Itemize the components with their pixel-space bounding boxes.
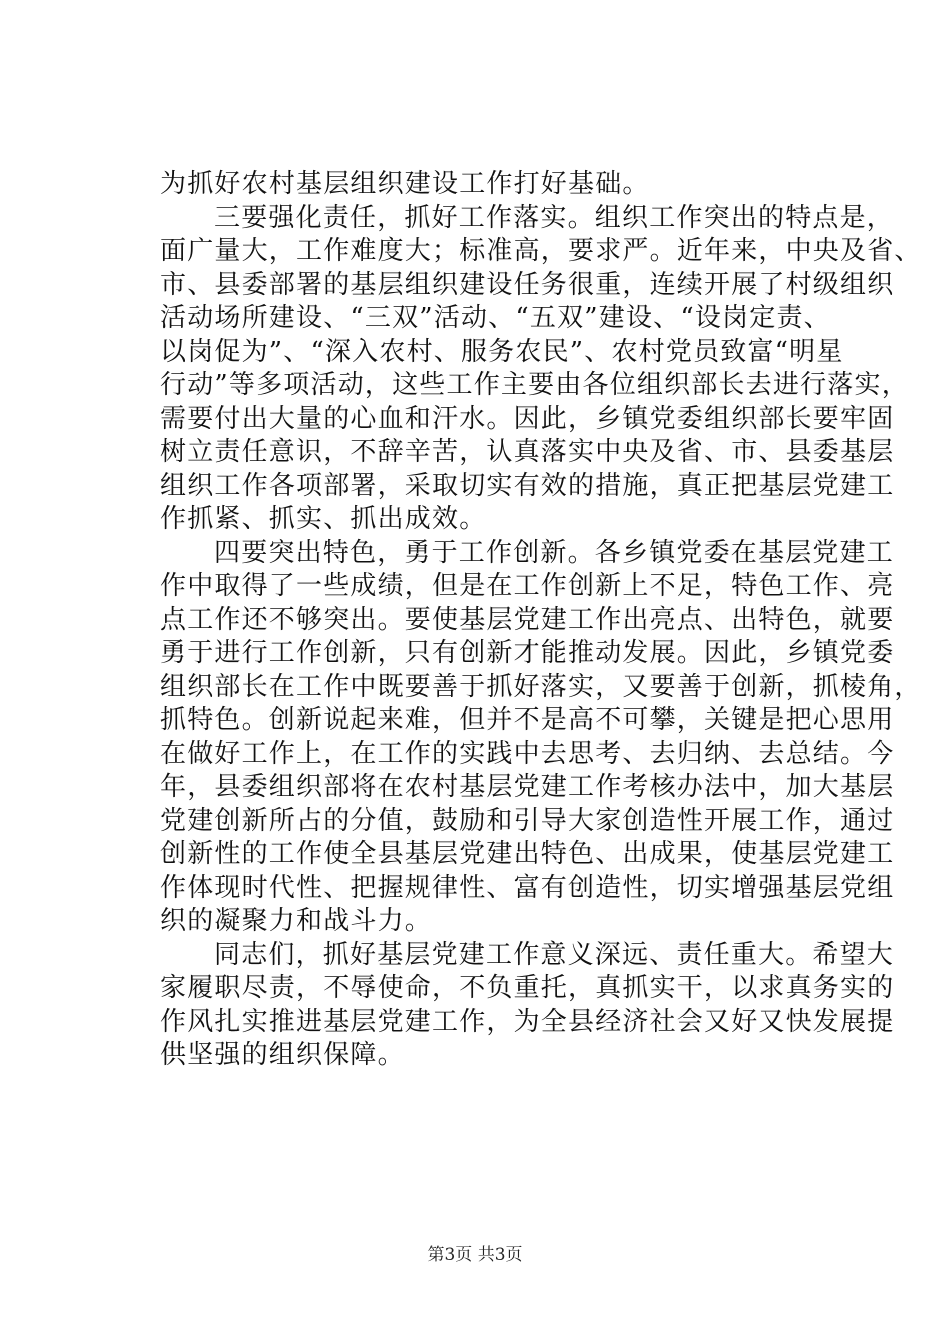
text-line: 在做好工作上，在工作的实践中去思考、去归纳、去总结。今 (160, 738, 895, 769)
text-line: 组织部长在工作中既要善于抓好落实，又要善于创新，抓棱角， (160, 671, 922, 702)
paragraph-responsibility (160, 202, 922, 537)
paragraph-innovation (160, 537, 922, 939)
text-line: 以岗促为”、“深入农村、服务农民”、农村党员致富“明星 (160, 336, 844, 367)
text-line: 家履职尽责，不辱使命，不负重托，真抓实干，以求真务实的 (160, 973, 895, 1003)
document-body (160, 168, 922, 1073)
text-line: 三要强化责任，抓好工作落实。组织工作突出的特点是， (214, 202, 895, 233)
text-line: 创新性的工作使全县基层党建出特色、出成果，使基层党建工 (160, 839, 895, 869)
text-line: 供坚强的组织保障。 (160, 1040, 405, 1070)
text-line: 作中取得了一些成绩，但是在工作创新上不足，特色工作、亮 (160, 571, 895, 601)
text-line: 树立责任意识，不辞辛苦，认真落实中央及省、市、县委基层 (160, 437, 895, 467)
text-line: 勇于进行工作创新，只有创新才能推动发展。因此，乡镇党委 (160, 638, 895, 668)
text-line: 需要付出大量的心血和汗水。因此，乡镇党委组织部长要牢固 (160, 403, 895, 434)
text-line: 织的凝聚力和战斗力。 (160, 906, 433, 936)
text-line: 面广量大，工作难度大；标准高，要求严。近年来，中央及省、 (160, 236, 922, 266)
text-line: 四要突出特色，勇于工作创新。各乡镇党委在基层党建工 (214, 537, 895, 568)
text-line: 点工作还不够突出。要使基层党建工作出亮点、出特色，就要 (160, 604, 895, 635)
text-line: 行动”等多项活动，这些工作主要由各位组织部长去进行落实， (160, 370, 909, 400)
text-line: 抓特色。创新说起来难，但并不是高不可攀，关键是把心思用 (160, 705, 895, 735)
text-line: 为抓好农村基层组织建设工作打好基础。 (160, 169, 650, 199)
paragraph-continuation (160, 168, 855, 202)
text-line: 党建创新所占的分值，鼓励和引导大家创造性开展工作，通过 (160, 805, 895, 836)
text-line: 同志们，抓好基层党建工作意义深远、责任重大。希望大 (214, 939, 895, 970)
page-number-footer: 第3页 共3页 (427, 1245, 523, 1265)
text-line: 作体现时代性、把握规律性、富有创造性，切实增强基层党组 (160, 872, 895, 903)
text-line: 组织工作各项部署，采取切实有效的措施，真正把基层党建工 (160, 470, 895, 501)
text-line: 作抓紧、抓实、抓出成效。 (160, 504, 487, 534)
text-line: 市、县委部署的基层组织建设任务很重，连续开展了村级组织 (160, 269, 895, 300)
text-line: 作风扎实推进基层党建工作，为全县经济社会又好又快发展提 (160, 1006, 895, 1037)
text-line: 年，县委组织部将在农村基层党建工作考核办法中，加大基层 (160, 772, 895, 802)
paragraph-closing (160, 939, 895, 1073)
text-line: 活动场所建设、“三双”活动、“五双”建设、“设岗定责、 (160, 303, 831, 333)
